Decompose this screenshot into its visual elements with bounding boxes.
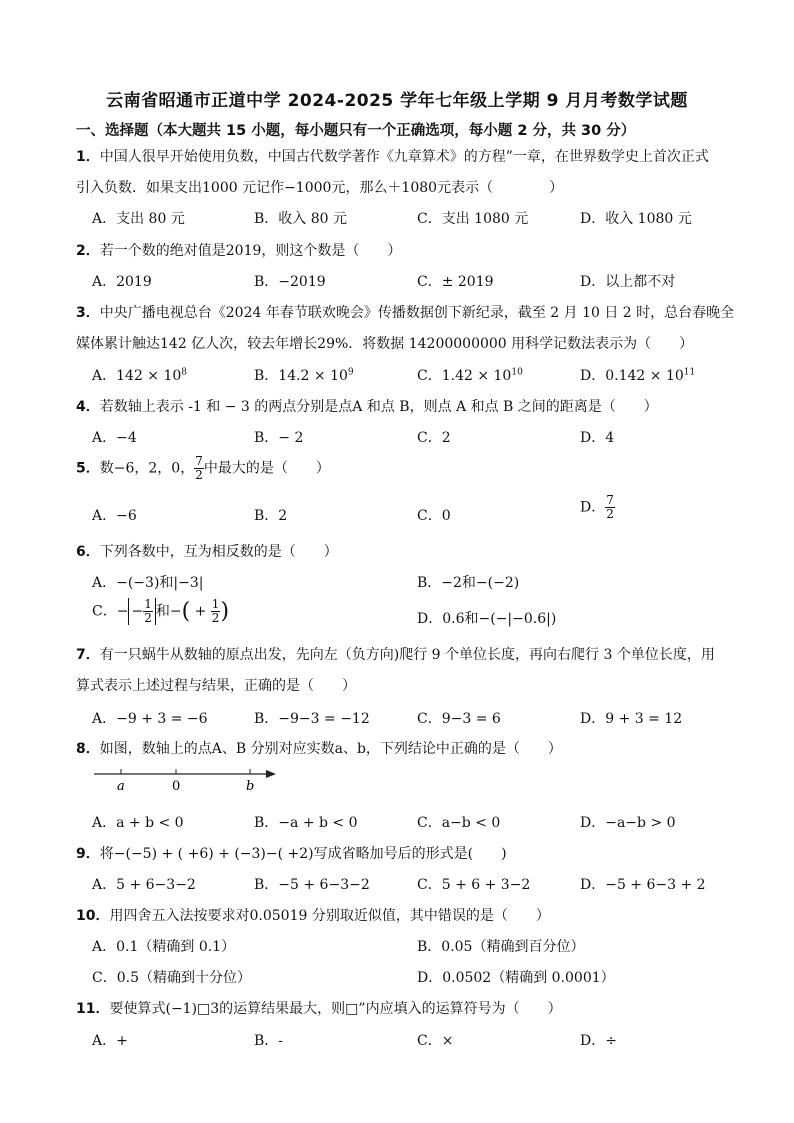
- number-line-figure: [90, 764, 290, 796]
- option-base: 142 × 10: [116, 368, 182, 384]
- question-number: 10．: [76, 908, 110, 924]
- fraction-denominator: 2: [606, 507, 614, 521]
- option-c: C．9−3 = 6: [417, 711, 501, 727]
- question-1-line-2: 引入负数．如果支出1000 元记作−1000元，那么＋1080元表示（ ）: [76, 180, 564, 196]
- question-number: 8．: [76, 741, 100, 757]
- arrow-head: [266, 770, 276, 778]
- option-d: D．÷: [580, 1033, 617, 1049]
- question-number: 9．: [76, 846, 100, 862]
- question-3: [76, 302, 734, 322]
- question-number: 4．: [76, 399, 100, 415]
- option-base: 1.42 × 10: [441, 368, 512, 384]
- question-10: [76, 905, 550, 925]
- question-5: [76, 455, 330, 482]
- fraction: [194, 455, 204, 482]
- option-a: A．−(−3)和|−3|: [92, 575, 204, 591]
- option-d: D．−5 + 6−3 + 2: [580, 877, 706, 893]
- option-c: C．支出 1080 元: [417, 211, 529, 227]
- option-a: A．2019: [92, 274, 152, 290]
- option-b: B．−2和−(−2): [417, 575, 520, 591]
- label-zero: 0: [172, 779, 181, 794]
- option-a: A．−4: [92, 430, 137, 446]
- question-4: [76, 396, 658, 416]
- question-text: 用四舍五入法按要求对0.05019 分别取近似值，其中错误的是（ ）: [109, 908, 550, 924]
- fraction: [143, 598, 153, 625]
- absolute-value: − $\frac{1}{2}$: [128, 598, 155, 625]
- question-7: [76, 644, 715, 664]
- option-d: D．收入 1080 元: [580, 211, 692, 227]
- option-base: 0.142 × 10: [605, 368, 684, 384]
- option-label: C．: [417, 368, 442, 384]
- question-text: 要使算式(−1)□3的运算结果最大，则□”内应填入的运算符号为（ ）: [109, 1001, 562, 1017]
- question-text: 将−(−5) + ( +6) + (−3)−( +2)写成省略加号后的形式是( ): [99, 846, 507, 862]
- option-a: A．+: [92, 1033, 128, 1049]
- question-number: 7．: [76, 647, 100, 663]
- option-label: A．: [92, 368, 117, 384]
- question-number: 5．: [76, 460, 100, 477]
- option-c: C．×: [417, 1033, 454, 1049]
- option-a: [92, 365, 187, 385]
- question-text: 数−6，2，0，: [99, 460, 195, 477]
- question-text: 中国人很早开始使用负数，中国古代数学著作《九章算术》的方程”一章，在世界数学史上首次正式: [99, 149, 709, 165]
- option-b: B．2: [254, 508, 288, 524]
- option-b: B．−5 + 6−3−2: [254, 877, 370, 893]
- option-d: D．0.0502（精确到 0.0001）: [417, 970, 615, 986]
- option-b: B．0.05（精确到百分位）: [417, 939, 585, 955]
- fraction-numerator: 7: [606, 493, 614, 507]
- option-d: [580, 365, 695, 385]
- question-text: 如图，数轴上的点A、B 分别对应实数a、b，下列结论中正确的是（ ）: [99, 741, 562, 757]
- option-a: A．0.1（精确到 0.1）: [92, 939, 236, 955]
- question-text: 中央广播电视总台《2024 年春节联欢晚会》传播数据创下新纪录，截至 2 月 10 日 2 时，总台春晚全: [99, 305, 735, 321]
- fraction-numerator: 7: [195, 454, 203, 468]
- option-c: C．5 + 6 + 3−2: [417, 877, 531, 893]
- and-text: 和: [155, 603, 170, 620]
- option-c: C．0.5（精确到十分位）: [92, 970, 251, 986]
- label-b: b: [246, 779, 255, 794]
- option-label: D．: [580, 499, 606, 516]
- question-text: 若数轴上表示 -1 和 − 3 的两点分别是点A 和点 B，则点 A 和点 B 之间的距离是（ ）: [99, 399, 658, 415]
- option-d: D．以上都不对: [580, 274, 676, 290]
- question-text-end: 中最大的是（ ）: [203, 460, 330, 477]
- option-b: B．−9−3 = −12: [254, 711, 370, 727]
- option-d: D．0.6和−(−|−0.6|): [417, 611, 557, 627]
- option-b: B．-: [254, 1033, 284, 1049]
- option-c: C．0: [417, 508, 451, 524]
- option-a: A．支出 80 元: [92, 211, 185, 227]
- question-text: 有一只蜗牛从数轴的原点出发，先向左（负方向)爬行 9 个单位长度，再向右爬行 3 个单位长度，用: [99, 647, 715, 663]
- fraction-numerator: 1: [211, 597, 220, 611]
- section-heading: 一、选择题（本大题共 15 小题，每小题只有一个正确选项，每小题 2 分，共 30 分）: [76, 123, 636, 139]
- question-1: [76, 146, 709, 166]
- option-base: 14.2 × 10: [278, 368, 348, 384]
- option-c: C．− − $\frac{1}{2}$ 和−( + $\frac{1}{2}$ ): [92, 597, 230, 625]
- question-9: [76, 843, 507, 863]
- fraction: [211, 598, 221, 625]
- option-exponent: 11: [683, 367, 696, 378]
- option-exponent: 9: [347, 367, 354, 378]
- option-d: [580, 494, 615, 521]
- question-7-line-2: 算式表示上述过程与结果，正确的是（ ）: [76, 678, 356, 694]
- option-a: A．a + b < 0: [92, 815, 184, 831]
- option-d: D．4: [580, 430, 615, 446]
- option-c: C．± 2019: [417, 274, 494, 290]
- option-b: B．−a + b < 0: [254, 815, 358, 831]
- question-6: [76, 541, 338, 561]
- option-b: B．−2019: [254, 274, 326, 290]
- question-number: 1．: [76, 149, 100, 165]
- option-a: A．−6: [92, 508, 137, 524]
- question-number: 2．: [76, 243, 100, 259]
- option-d: D．−a−b > 0: [580, 815, 676, 831]
- option-label: C．: [92, 603, 117, 620]
- question-text: 下列各数中，互为相反数的是（ ）: [99, 544, 338, 560]
- exam-title: 云南省昭通市正道中学 2024-2025 学年七年级上学期 9 月月考数学试题: [106, 91, 688, 111]
- fraction-denominator: 2: [195, 468, 203, 482]
- question-number: 6．: [76, 544, 100, 560]
- option-b: [254, 365, 354, 385]
- option-label: B．: [254, 368, 279, 384]
- fraction: [605, 494, 615, 521]
- question-2: [76, 240, 401, 260]
- option-a: A．5 + 6−3−2: [92, 877, 196, 893]
- option-c: C．2: [417, 430, 451, 446]
- option-c: [417, 365, 523, 385]
- question-text: 若一个数的绝对值是2019，则这个数是（ ）: [99, 243, 402, 259]
- fraction-numerator: 1: [144, 597, 152, 611]
- label-a: a: [117, 779, 125, 794]
- option-c: C．a−b < 0: [417, 815, 501, 831]
- fraction-denominator: 2: [144, 611, 152, 625]
- question-11: [76, 998, 562, 1018]
- question-number: 11．: [76, 1001, 110, 1017]
- question-8: [76, 738, 562, 758]
- option-b: B．收入 80 元: [254, 211, 348, 227]
- option-a: A．−9 + 3 = −6: [92, 711, 208, 727]
- question-3-line-2: 媒体累计触达142 亿人次，较去年增长29%．将数据 14200000000 用科学记数法表示为（ ）: [76, 336, 694, 352]
- option-label: D．: [580, 368, 606, 384]
- option-b: B．− 2: [254, 430, 304, 446]
- option-exponent: 10: [511, 367, 523, 378]
- question-number: 3．: [76, 305, 100, 321]
- option-d: D．9 + 3 = 12: [580, 711, 683, 727]
- option-exponent: 8: [181, 367, 188, 378]
- fraction-denominator: 2: [211, 611, 220, 625]
